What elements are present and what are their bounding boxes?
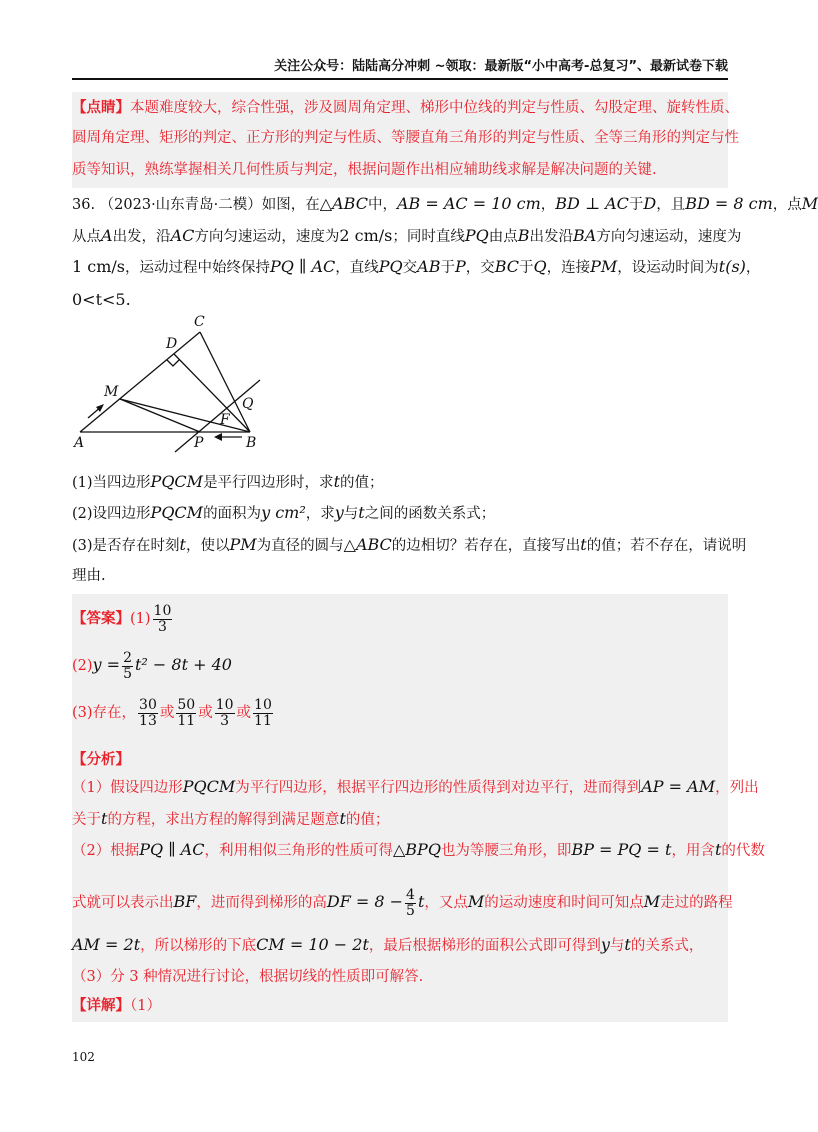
segment-mb bbox=[120, 399, 250, 432]
answer-1: 【答案】(1) $\frac{10}{3}$ bbox=[72, 602, 172, 635]
detail-line: 【详解】（1） bbox=[72, 997, 161, 1014]
arrow-head-p bbox=[214, 433, 222, 441]
question-3: (3)是否存在时刻t，使以PM为直径的圆与△ABC的边相切？若存在，直接写出t的值；若不存在，请说明 bbox=[72, 535, 747, 554]
comment-line-1: 【点睛】本题难度较大，综合性强，涉及圆周角定理、梯形中位线的判定与性质、勾股定理、旋转性质、 bbox=[72, 99, 739, 116]
question-3-cont: 理由. bbox=[72, 568, 106, 584]
analysis-line-1: （1）假设四边形PQCM为平行四边形，根据平行四边形的性质得到对边平行，进而得到AP = AM，列出 bbox=[72, 777, 759, 796]
segment-ac bbox=[80, 332, 200, 432]
label-b: B bbox=[246, 435, 257, 451]
analysis-line-3: （2）根据PQ ∥ AC，利用相似三角形的性质可得△BPQ也为等腰三角形，即BP = PQ = t，用含t的代数 bbox=[72, 840, 765, 859]
analysis-line-2: 关于t的方程，求出方程的解得到满足题意t的值； bbox=[72, 809, 390, 828]
problem-line-4: 0<t<5. bbox=[72, 290, 131, 309]
analysis-line-6: （3）分 3 种情况进行讨论，根据切线的性质即可解答. bbox=[72, 969, 424, 985]
geometry-figure bbox=[72, 312, 272, 452]
question-2: (2)设四边形PQCM的面积为y cm²，求y与t之间的函数关系式； bbox=[72, 503, 496, 522]
comment-tag: 【点睛】 bbox=[72, 99, 130, 116]
label-c: C bbox=[194, 314, 205, 330]
analysis-line-4: 式就可以表示出BF，进而得到梯形的高DF = 8 − $\frac{4}{5}$ t，又点M的运动速度和时间可知点M走过的路程 bbox=[72, 886, 733, 919]
label-q: Q bbox=[242, 396, 254, 412]
comment-line-2: 圆周角定理、矩形的判定、正方形的判定与性质、等腰直角三角形的判定与性质、全等三角形的判定与性 bbox=[72, 130, 739, 146]
segment-pm bbox=[120, 399, 200, 432]
answer-2: (2)y = $\frac{2}{5}$ t² − 8t + 40 bbox=[72, 649, 232, 682]
label-f: F bbox=[220, 412, 230, 428]
analysis-line-5: AM = 2t，所以梯形的下底CM = 10 − 2t，最后根据梯形的面积公式即可得到y与t的关系式， bbox=[72, 935, 704, 954]
label-d: D bbox=[166, 336, 178, 352]
comment-line-3: 质等知识，熟练掌握相关几何性质与判定，根据问题作出相应辅助线求解是解决问题的关键. bbox=[72, 162, 657, 178]
problem-line-1: 36. （2023·山东青岛·二模）如图，在△ABC中，AB = AC = 10 cm，BD ⊥ AC于D，且BD = 8 cm，点M bbox=[72, 194, 818, 213]
problem-line-2: 从点A出发，沿AC方向匀速运动，速度为2 cm/s；同时直线PQ由点B出发沿BA方向匀速运动，速度为 bbox=[72, 226, 742, 245]
label-m: M bbox=[104, 384, 119, 400]
label-a: A bbox=[74, 435, 85, 451]
problem-line-3: 1 cm/s，运动过程中始终保持PQ ∥ AC，直线PQ交AB于P，交BC于Q，连接PM，设运动时间为t(s)， bbox=[72, 257, 761, 276]
right-angle-mark bbox=[167, 360, 179, 366]
answer-3: (3)存在， $\frac{30}{13}$ 或 $\frac{50}{11}$ 或 $\frac{10}{3}$ 或 $\frac{10}{11}$ bbox=[72, 696, 272, 729]
page-number: 102 bbox=[72, 1050, 95, 1064]
page-header: 关注公众号：陆陆高分冲刺 ~领取：最新版“小中高考-总复习”、最新试卷下载 bbox=[72, 55, 728, 80]
label-p: P bbox=[194, 435, 204, 451]
question-1: (1)当四边形PQCM是平行四边形时，求t的值； bbox=[72, 472, 384, 491]
analysis-tag: 【分析】 bbox=[72, 751, 130, 768]
